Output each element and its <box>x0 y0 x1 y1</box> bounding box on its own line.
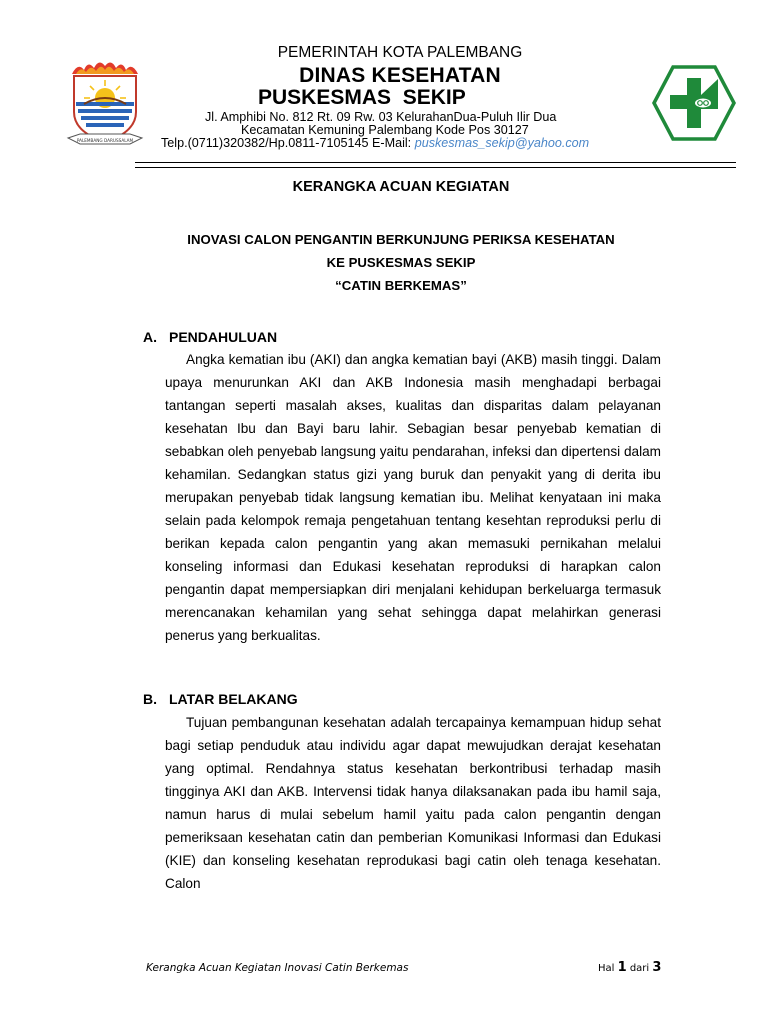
document-subtitle-line-2: KE PUSKESMAS SEKIP <box>326 255 476 270</box>
section-title: LATAR BELAKANG <box>169 691 298 707</box>
contact-email-link[interactable]: puskesmas_sekip@yahoo.com <box>414 136 590 150</box>
contact-phone: Telp.(0711)320382/Hp.0811-7105145 E-Mail: <box>161 136 415 150</box>
footer-page-number <box>598 960 661 975</box>
letterhead-divider-bottom <box>135 167 736 168</box>
document-subtitle-line-3: “CATIN BERKEMAS” <box>335 278 467 293</box>
address-line-2: Kecamatan Kemuning Palembang Kode Pos 30127 <box>241 123 529 137</box>
letterhead-divider-top <box>135 162 736 163</box>
page-current: 1 <box>617 960 627 975</box>
address-line-1: Jl. Amphibi No. 812 Rt. 09 Rw. 03 KelurahanDua-Puluh Ilir Dua <box>205 110 557 124</box>
puskesmas-cross-icon <box>652 65 736 141</box>
section-heading-a <box>143 329 277 345</box>
page-prefix: Hal <box>598 963 618 974</box>
section-body-b: Tujuan pembangunan kesehatan adalah tercapainya kemampuan hidup sehat bagi setiap penduduk atau individu agar dapat mewujudkan derajat kesehatan yang optimal. Rendahnya status kesehatan berkontribusi terhadap masih tingginya AKI dan AKB. Intervensi tidak hanya dilaksanakan pada ibu hamil saja, namun harus di mulai sebelum hamil yaitu pada calon pengantin dengan pemeriksaan kesehatan catin dan pemberian Komunikasi Informasi dan Edukasi (KIE) dan konseling kesehatan reprodukasi bagi catin oleh tenaga kesehatan. Calon <box>165 715 661 891</box>
section-number: B. <box>143 691 157 707</box>
emblem-ribbon-text: PALEMBANG DARUSSALAM <box>76 138 134 143</box>
section-heading-b <box>143 691 298 707</box>
section-body-a: Angka kematian ibu (AKI) dan angka kematian bayi (AKB) masih tinggi. Dalam upaya menurunkan AKI dan AKB Indonesia masih menghadapi berbagai tantangan seperti masalah akses, kualitas dan disparitas dalam pelayanan kesehatan Ibu dan Bayi baru lahir. Sebagian besar penyebab kematian di sebabkan oleh penyebab langsung yaitu pendarahan, infeksi dan dipertensi dalam kehamilan. Sedangkan status gizi yang buruk dan penyakit yang di derita ibu merupakan penyebab tidak langsung kematian ibu. Melihat kenyataan ini maka selain pada kelompok remaja pengetahuan tentang kesehtan reproduksi perlu di berikan kepada calon pengantin yang akan memasuki pernikahan melalui konseling informasi dan Edukasi kesehatan reproduksi di harapkan calon pengantin dapat mempersiapkan diri menjalani kehidupan berkeluarga termasuk merencanakan kehamilan yang sehat sehingga dapat melahirkan generasi penerus yang berkualitas. <box>165 352 661 643</box>
letterhead <box>0 0 768 172</box>
document-subtitle-line-1: INOVASI CALON PENGANTIN BERKUNJUNG PERIKSA KESEHATAN <box>187 232 615 247</box>
page-total: 3 <box>652 960 662 975</box>
section-number: A. <box>143 329 157 345</box>
department-name: DINAS KESEHATAN <box>299 64 501 87</box>
palembang-city-emblem-icon <box>66 58 144 150</box>
contact-line <box>161 136 589 150</box>
government-name: PEMERINTAH KOTA PALEMBANG <box>277 44 523 61</box>
footer-document-name: Kerangka Acuan Kegiatan Inovasi Catin Berkemas <box>146 962 409 974</box>
document-title: KERANGKA ACUAN KEGIATAN <box>292 179 510 195</box>
office-name: PUSKESMAS SEKIP <box>258 86 466 109</box>
page-separator: dari <box>626 963 653 974</box>
section-title: PENDAHULUAN <box>169 329 278 345</box>
